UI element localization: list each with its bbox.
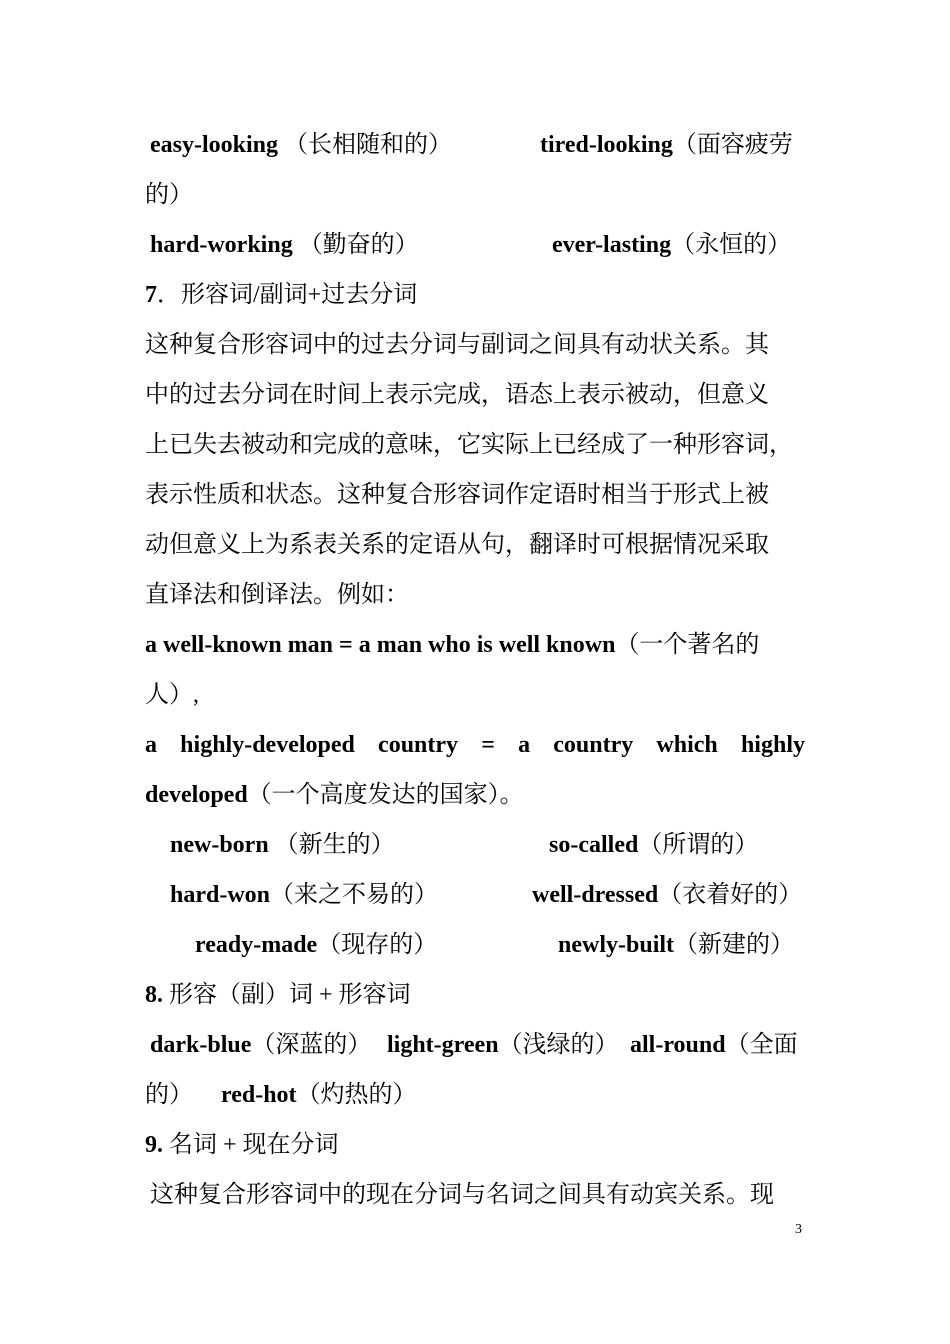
- example-word: =: [481, 732, 495, 758]
- gloss: （灼热的）: [296, 1082, 417, 1108]
- term-ready-made: ready-made: [195, 932, 318, 958]
- gloss: （深蓝的）: [251, 1032, 372, 1058]
- example-gloss: （一个高度发达的国家）。: [247, 782, 524, 808]
- example-2-cont: [145, 780, 805, 810]
- term-so-called: so-called: [549, 832, 639, 858]
- term-hard-working: hard-working: [150, 232, 293, 258]
- gloss: （所谓的）: [638, 832, 759, 858]
- example-word: highly-developed: [180, 732, 355, 758]
- paragraph-line: 直译法和倒译法。例如：: [145, 582, 409, 608]
- term-red-hot: red-hot: [221, 1082, 297, 1108]
- gloss: （新建的）: [674, 932, 795, 958]
- section-heading-7: [145, 280, 805, 310]
- term-well-dressed: well-dressed: [532, 882, 659, 908]
- example-1-cont: 人）,: [145, 682, 199, 708]
- section-number: 9.: [145, 1132, 163, 1158]
- paragraph-line: 表示性质和状态。这种复合形容词作定语时相当于形式上被: [145, 482, 769, 508]
- gloss: （全面: [725, 1032, 798, 1058]
- example-word: a: [518, 732, 531, 758]
- example-word: a: [145, 732, 157, 758]
- paragraph-line: 这种复合形容词中的过去分词与副词之间具有动状关系。其: [145, 332, 769, 358]
- example-gloss: （一个著名的: [615, 632, 760, 658]
- page-number: 3: [795, 1222, 802, 1237]
- example-english: developed: [145, 782, 248, 808]
- section-number: 8.: [145, 982, 163, 1008]
- compound-line-6-cont: [145, 1080, 805, 1110]
- gloss: （勤奋的）: [298, 232, 419, 258]
- gloss: （衣着好的）: [658, 882, 803, 908]
- gloss: （现存的）: [317, 932, 438, 958]
- gloss: （新生的）: [274, 832, 395, 858]
- example-word: country: [378, 732, 459, 758]
- gloss: （永恒的）: [671, 232, 792, 258]
- term-newly-built: newly-built: [558, 932, 675, 958]
- paragraph-line: 中的过去分词在时间上表示完成，语态上表示被动，但意义: [145, 382, 769, 408]
- section-title: ．形容词/副词+过去分词: [157, 282, 418, 308]
- gloss: （面容疲劳: [672, 132, 793, 158]
- term-light-green: light-green: [387, 1032, 499, 1058]
- term-dark-blue: dark-blue: [150, 1032, 252, 1058]
- section-number: 7: [145, 282, 157, 308]
- term-all-round: all-round: [630, 1032, 726, 1058]
- example-1: [145, 630, 805, 660]
- paragraph-line: 这种复合形容词中的现在分词与名词之间具有动宾关系。现: [150, 1182, 774, 1208]
- gloss: （来之不易的）: [270, 882, 439, 908]
- example-word: country: [553, 732, 634, 758]
- compound-line-1-cont: 的）: [145, 182, 193, 208]
- term-ever-lasting: ever-lasting: [552, 232, 672, 258]
- gloss: 的）: [145, 1082, 193, 1108]
- paragraph-line: 上已失去被动和完成的意味，它实际上已经成了一种形容词，: [145, 432, 793, 458]
- term-easy-looking: easy-looking: [150, 132, 279, 158]
- example-word: which: [656, 732, 718, 758]
- section-heading-8: [145, 980, 805, 1010]
- term-new-born: new-born: [170, 832, 269, 858]
- paragraph-line: 动但意义上为系表关系的定语从句，翻译时可根据情况采取: [145, 532, 769, 558]
- section-heading-9: [145, 1130, 805, 1160]
- gloss: （浅绿的）: [498, 1032, 619, 1058]
- section-title: 形容（副）词 + 形容词: [169, 982, 411, 1008]
- term-tired-looking: tired-looking: [540, 132, 673, 158]
- gloss: （长相随和的）: [284, 132, 453, 158]
- section-title: 名词 + 现在分词: [169, 1132, 339, 1158]
- example-2: [145, 730, 805, 760]
- term-hard-won: hard-won: [170, 882, 271, 908]
- example-word: highly: [740, 732, 805, 758]
- example-english: a well-known man = a man who is well known: [145, 632, 616, 658]
